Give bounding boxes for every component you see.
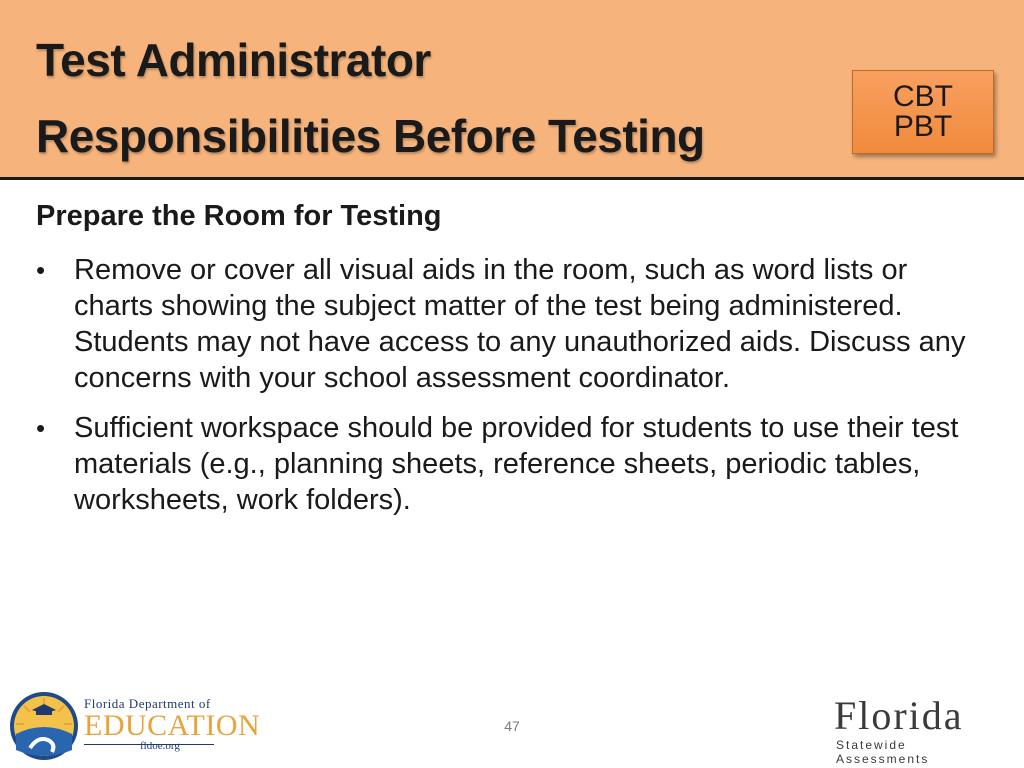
fdoe-line-1: Florida Department of — [84, 696, 211, 711]
bullet-item — [36, 252, 986, 396]
fsa-logo — [834, 693, 998, 766]
badge-line-1: CBT — [893, 80, 953, 113]
bullet-marker: • — [36, 413, 46, 443]
badge-line-2: PBT — [893, 110, 953, 143]
bullet-text: Remove or cover all visual aids in the room, such as word lists or charts showing the subject matter of the test being administered. Students may not have access to any unauthorized aids. Discuss any concerns with your school assessment coordinator. — [74, 254, 966, 394]
fdoe-site: fldoe.org — [140, 740, 180, 752]
slide-title — [36, 22, 705, 174]
section-heading: Prepare the Room for Testing — [36, 200, 442, 232]
bullet-item — [36, 410, 986, 518]
slide-content — [36, 196, 986, 532]
fdoe-wordmark — [84, 696, 264, 745]
page-number: 47 — [504, 718, 520, 734]
fsa-subtitle: Statewide Assessments — [836, 738, 930, 766]
florida-seal-icon — [8, 690, 80, 762]
slide-header — [0, 0, 1024, 180]
fdoe-logo — [8, 690, 261, 762]
bullet-text: Sufficient workspace should be provided for students to use their test materials (e.g., planning sheets, reference sheets, periodic tables, worksheets, work folders). — [74, 412, 959, 516]
bullet-marker: • — [36, 255, 46, 285]
cbt-pbt-badge — [852, 70, 994, 154]
bullet-list — [36, 252, 986, 518]
fdoe-line-2: EDUCATION — [84, 709, 261, 742]
title-line-1: Test Administrator — [36, 34, 431, 86]
title-line-2: Responsibilities Before Testing — [36, 110, 705, 162]
fsa-wordmark: Florida — [834, 693, 964, 738]
